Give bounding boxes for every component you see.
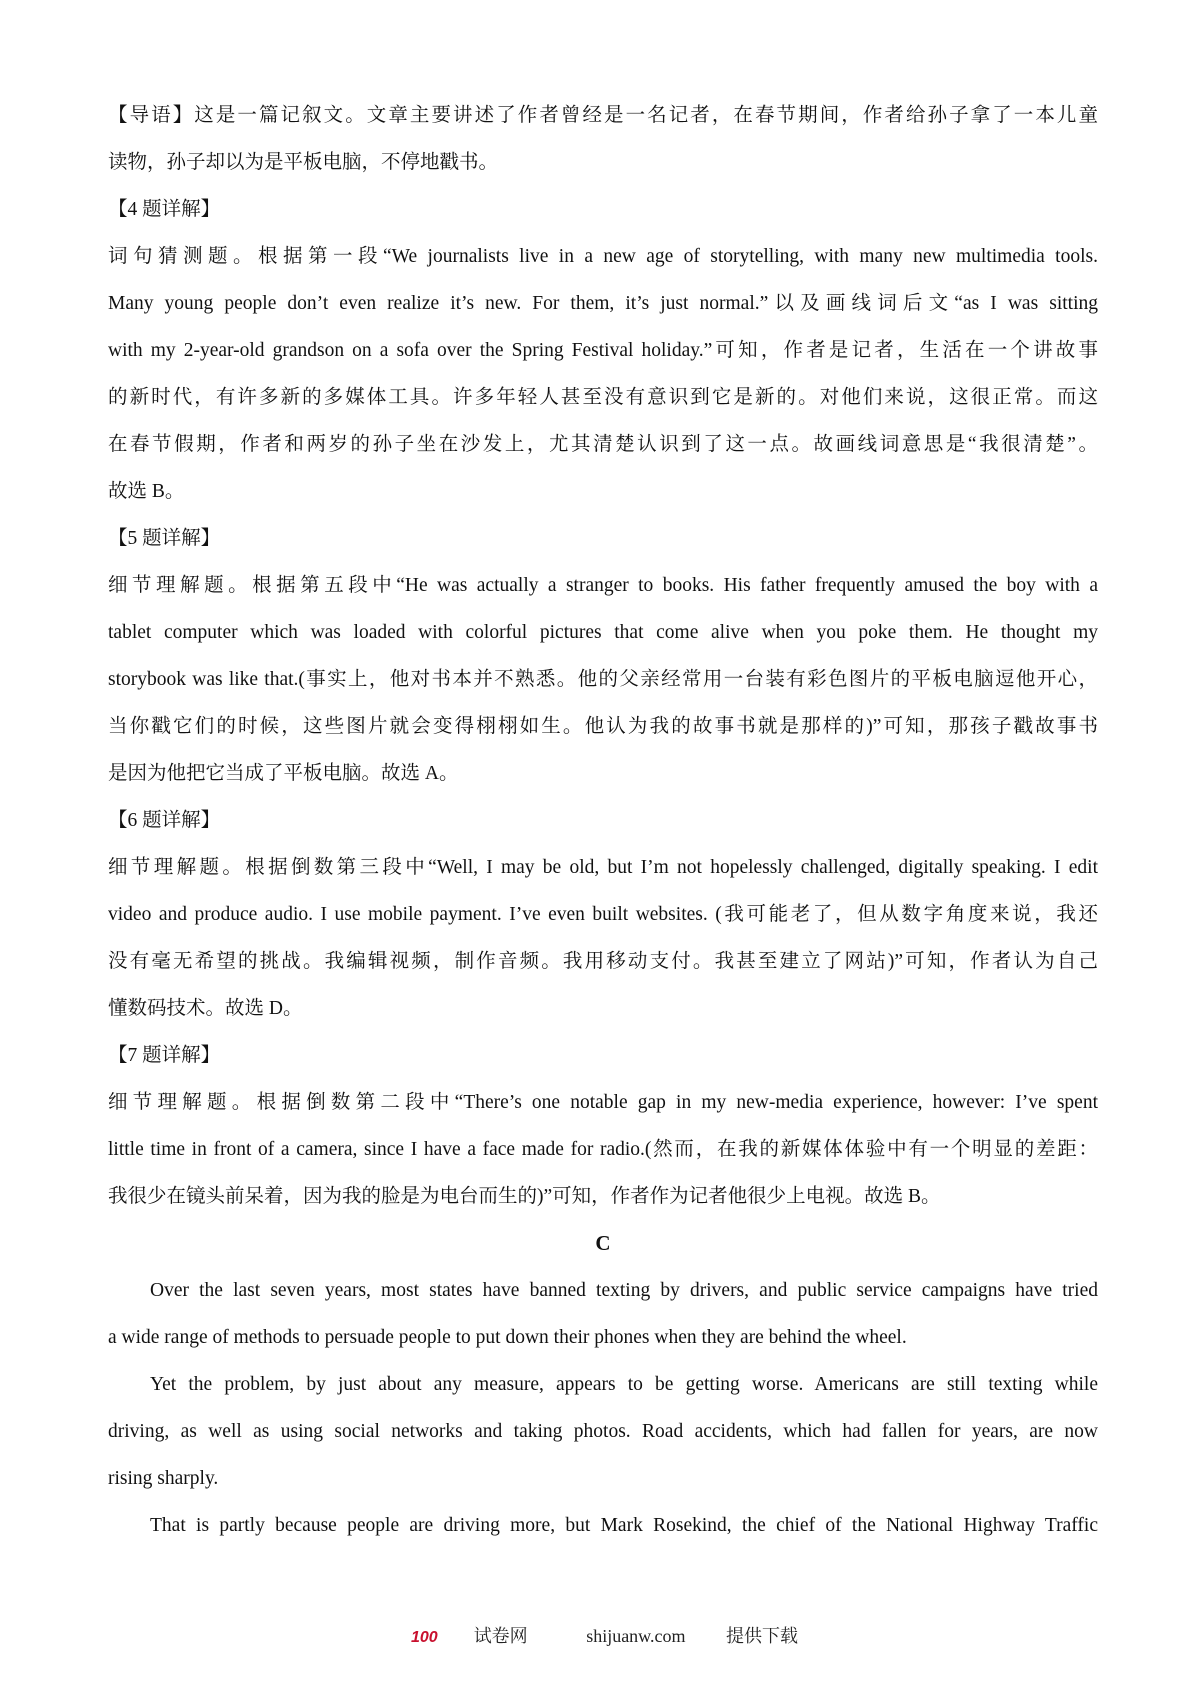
question-4-line: 的新时代，有许多新的多媒体工具。许多年轻人甚至没有意识到它是新的。对他们来说，这很正常。而这 [108, 387, 1098, 408]
question-6-line: video and produce audio. I use mobile payment. I’ve even built websites. (我可能老了，但从数字角度来说，我还 [108, 904, 1098, 925]
question-6-line: 没有毫无希望的挑战。我编辑视频，制作音频。我用移动支付。我甚至建立了网站)”可知，作者认为自己 [108, 951, 1098, 972]
question-5-heading: 【5 题详解】 [108, 528, 221, 549]
question-5-line: 细节理解题。根据第五段中“He was actually a stranger to books. His father frequently amused the boy with a [108, 575, 1098, 596]
passage-c-line: rising sharply. [108, 1468, 219, 1489]
question-7-line: little time in front of a camera, since I have a face made for radio.(然而，在我的新媒体体验中有一个明显的差距： [108, 1139, 1098, 1160]
footer-site-name: 试卷网 [473, 1626, 528, 1646]
passage-c-line: That is partly because people are driving more, but Mark Rosekind, the chief of the National Highway Traffic [150, 1515, 1098, 1536]
passage-c-line: driving, as well as using social networks and taking photos. Road accidents, which had fallen for years, are now [108, 1421, 1098, 1442]
passage-c-line: a wide range of methods to persuade people to put down their phones when they are behind the wheel. [108, 1327, 907, 1348]
question-4-line: 故选 B。 [108, 481, 185, 502]
question-4-heading: 【4 题详解】 [108, 199, 221, 220]
question-5-line: 当你戳它们的时候，这些图片就会变得栩栩如生。他认为我的故事书就是那样的)”可知，那孩子戳故事书 [108, 716, 1098, 737]
question-6-line: 懂数码技术。故选 D。 [108, 998, 303, 1019]
page-footer [0, 1622, 1191, 1648]
question-4-line: 词句猜测题。根据第一段“We journalists live in a new age of storytelling, with many new multimedia tools. [108, 246, 1098, 267]
question-7-heading: 【7 题详解】 [108, 1045, 221, 1066]
question-7-line: 我很少在镜头前呆着，因为我的脸是为电台而生的)”可知，作者作为记者他很少上电视。故选 B。 [108, 1186, 941, 1207]
footer-note: 提供下载 [726, 1626, 799, 1646]
question-4-line: with my 2-year-old grandson on a sofa over the Spring Festival holiday.”可知，作者是记者，生活在一个讲故事 [108, 340, 1098, 361]
question-6-heading: 【6 题详解】 [108, 810, 221, 831]
question-4-line: 在春节假期，作者和两岁的孙子坐在沙发上，尤其清楚认识到了这一点。故画线词意思是“我很清楚”。 [108, 434, 1098, 455]
passage-c-line: Yet the problem, by just about any measure, appears to be getting worse. Americans are still texting while [150, 1374, 1098, 1395]
question-5-line: 是因为他把它当成了平板电脑。故选 A。 [108, 763, 459, 784]
question-4-line: Many young people don’t even realize it’s new. For them, it’s just normal.”以及画线词后文“as I was sitting [108, 293, 1098, 314]
passage-c-line: Over the last seven years, most states have banned texting by drivers, and public service campaigns have tried [150, 1280, 1098, 1301]
intro-line: 读物，孙子却以为是平板电脑，不停地戳书。 [108, 152, 499, 173]
footer-brand [393, 1622, 546, 1648]
question-7-line: 细节理解题。根据倒数第二段中“There’s one notable gap in my new-media experience, however: I’ve spent [108, 1092, 1098, 1113]
intro-line: 【导语】这是一篇记叙文。文章主要讲述了作者曾经是一名记者，在春节期间，作者给孙子拿了一本儿童 [108, 105, 1098, 126]
brand-logo: 100 [410, 1629, 438, 1646]
footer-domain: shijuanw.com [586, 1626, 686, 1646]
question-5-line: tablet computer which was loaded with colorful pictures that come alive when you poke them. He thought my [108, 622, 1098, 643]
question-5-line: storybook was like that.(事实上，他对书本并不熟悉。他的父亲经常用一台装有彩色图片的平板电脑逗他开心， [108, 669, 1098, 690]
question-6-line: 细节理解题。根据倒数第三段中“Well, I may be old, but I’m not hopelessly challenged, digitally speaking. I edit [108, 857, 1098, 878]
section-c-title: C [595, 1231, 611, 1255]
document-page [108, 92, 1098, 1549]
